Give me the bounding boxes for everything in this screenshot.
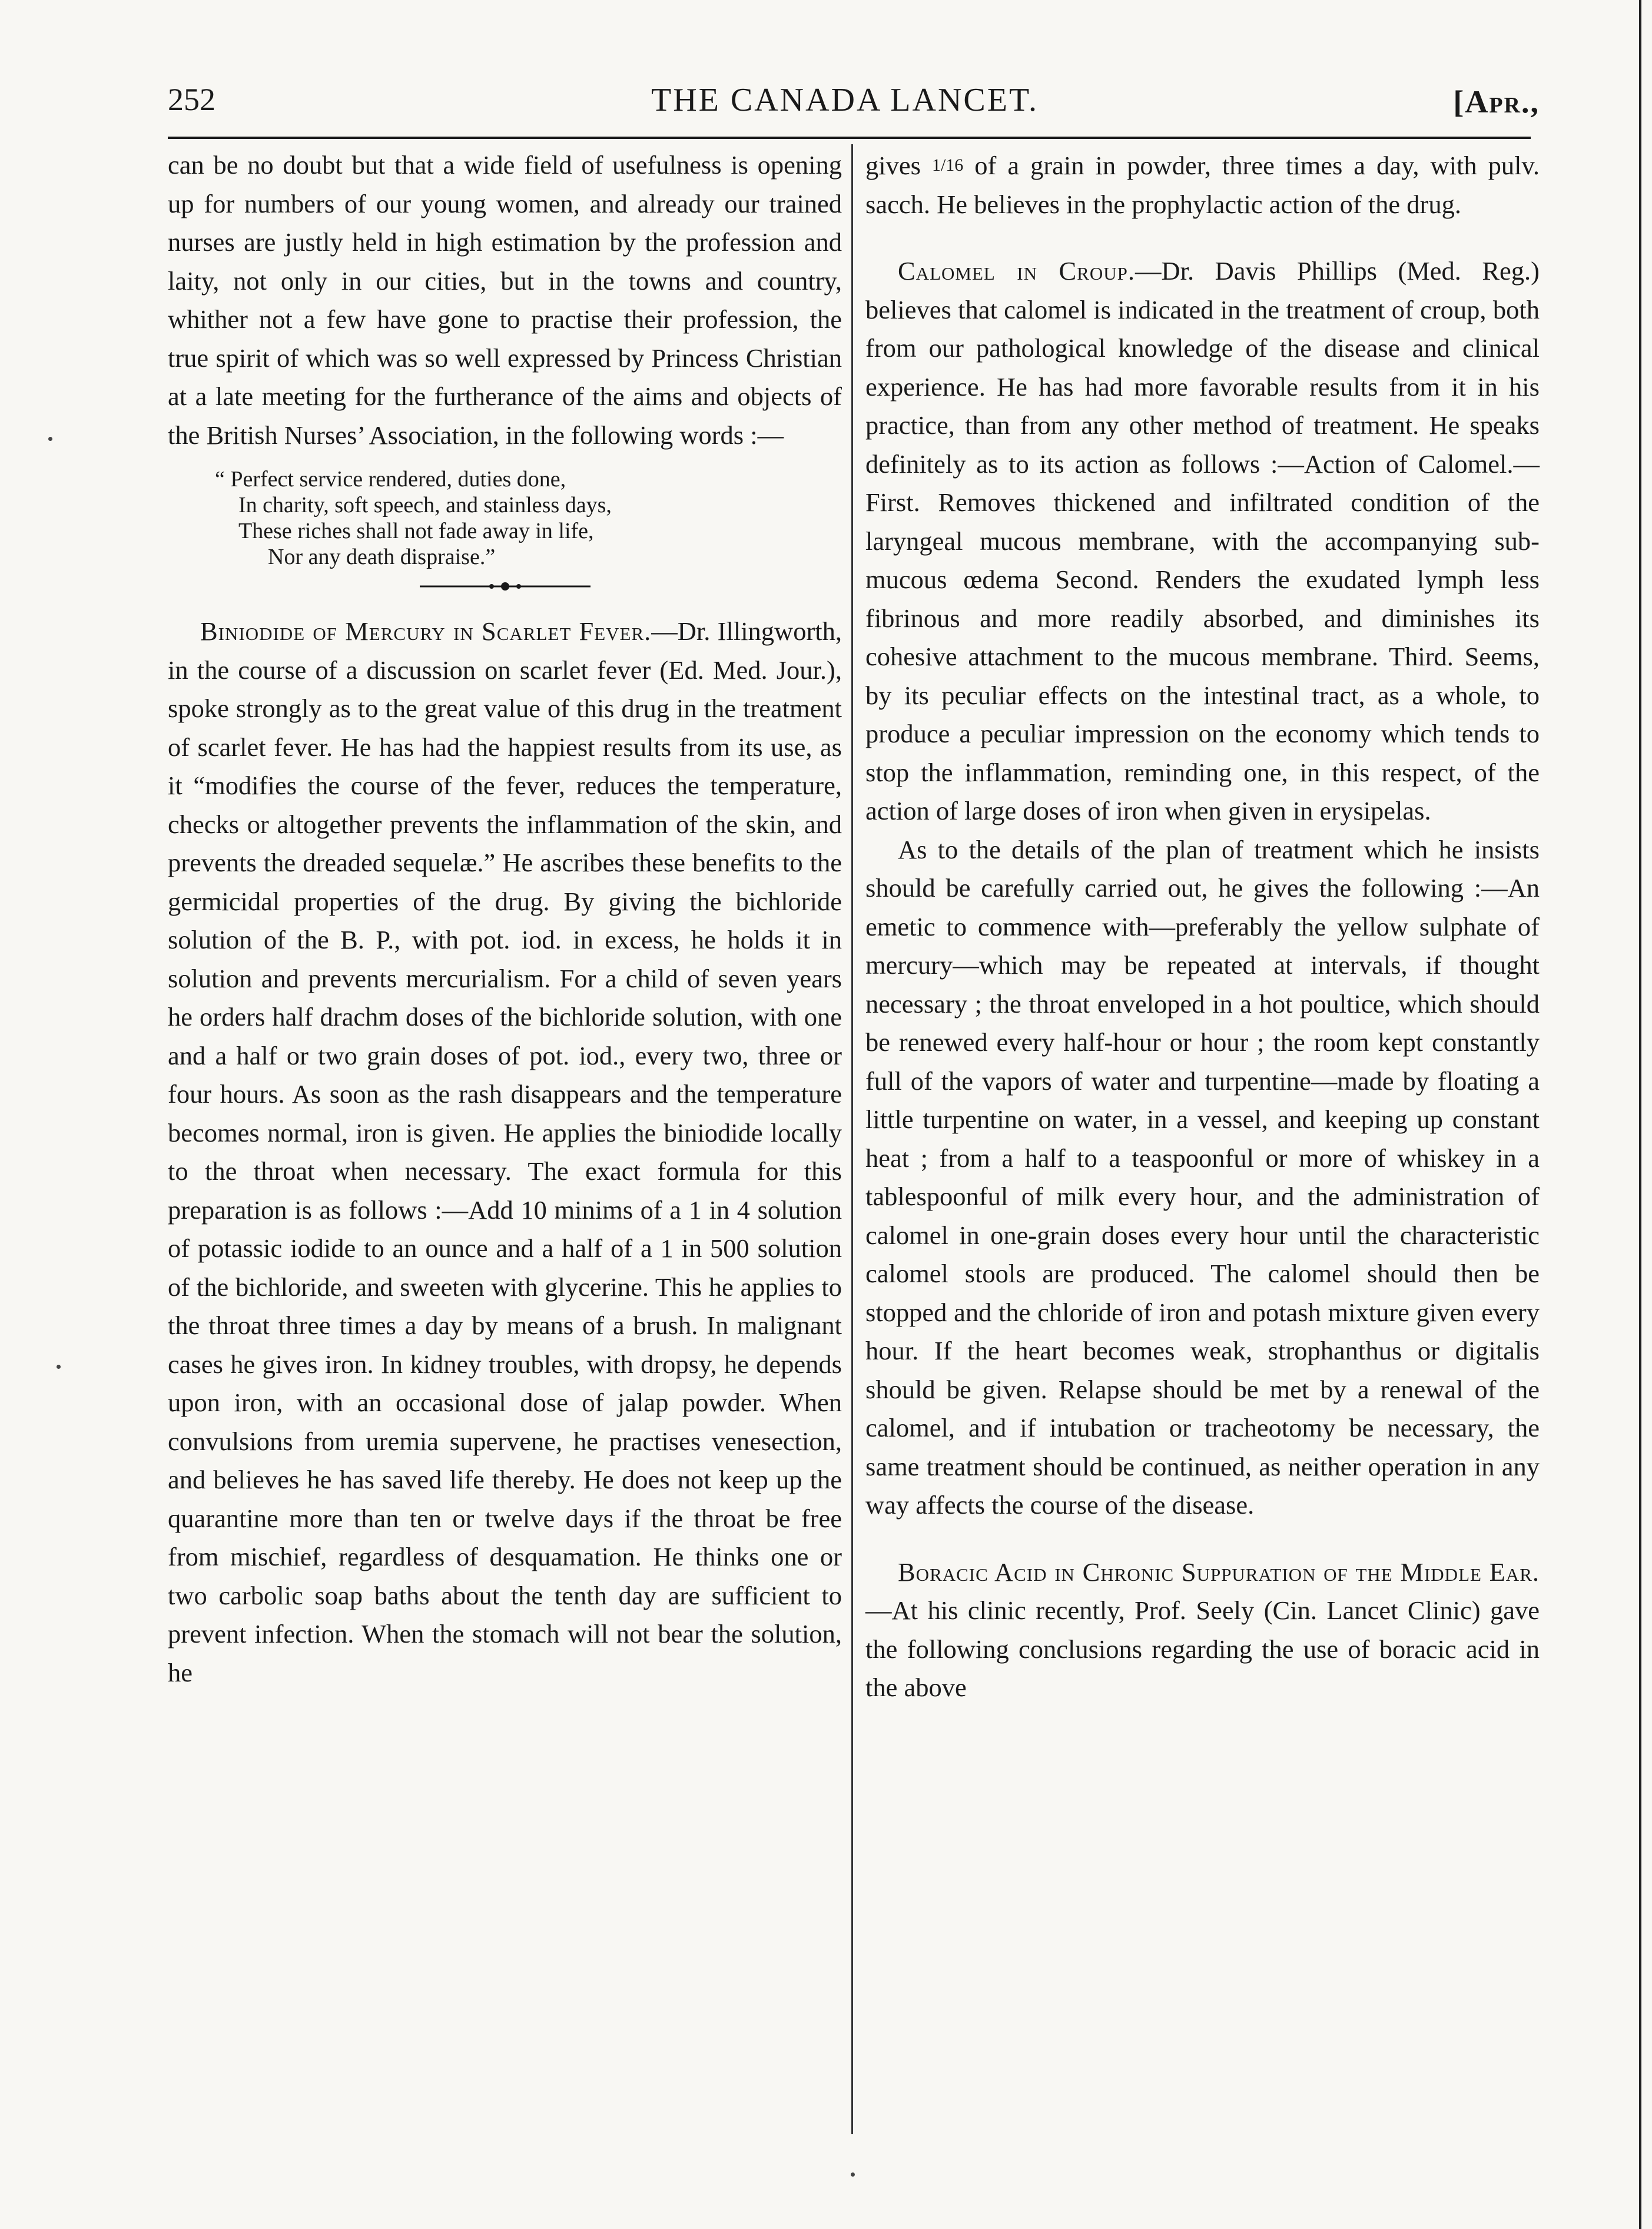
journal-title: THE CANADA LANCET. bbox=[651, 82, 1039, 118]
biniodide-paragraph bbox=[168, 612, 842, 1692]
calomel-heading: Calomel in Croup. bbox=[898, 256, 1135, 286]
scan-speck bbox=[851, 2172, 855, 2177]
biniodide-heading: Biniodide of Mercury in Scarlet Fever. bbox=[200, 616, 652, 646]
biniodide-text: —Dr. Illingworth, in the course of a discussion on scarlet fever (Ed. Med. Jour.), spoke strongly as to the great value of this drug in the treatment of scarlet fever. He has had the happiest results from its use, as it “modifies the course of the fever, reduces the temperature, checks or altogether prevents the inflammation of the skin, and prevents the dreaded sequelæ.” He ascribes these benefits to the germicidal properties of the drug. By giving the bichloride solution of the B. P., with pot. iod. in excess, he holds it in solution and prevents mercurialism. For a child of seven years he orders half drachm doses of the bichloride solution, with one and a half or two grain doses of pot. iod., every two, three or four hours. As soon as the rash disappears and the temperature becomes normal, iron is given. He applies the biniodide locally to the throat when necessary. The exact formula for this preparation is as follows :—Add 10 minims of a 1 in 4 solution of potassic iodide to an ounce and a half of a 1 in 500 solution of the bichloride, and sweeten with glycerine. This he applies to the throat three times a day by means of a brush. In malignant cases he gives iron. In kidney troubles, with dropsy, he depends upon iron, with an occasional dose of jalap powder. When convulsions from uremia supervene, he practises venesection, and believes he has saved life thereby. He does not keep up the quarantine more than ten or twelve days if the throat be free from mischief, regardless of desquamation. He thinks one or two carbolic soap baths about the tenth day are sufficient to prevent infection. When the stomach will not bear the solution, he bbox=[168, 616, 842, 1687]
right-column bbox=[865, 146, 1540, 1707]
text-fragment: of a grain in powder, three times a day, with pulv. sacch. He believes in the prophylactic action of the drug. bbox=[865, 151, 1540, 219]
issue-month: [Apr., bbox=[1453, 84, 1540, 120]
page-number: 252 bbox=[168, 82, 215, 117]
scan-speck bbox=[57, 1365, 61, 1369]
poem-line: “ Perfect service rendered, duties done, bbox=[215, 467, 566, 492]
details-paragraph: As to the details of the plan of treatment which he insists should be carefully carried out, he gives the following :—An emetic to commence with—preferably the yellow sulphate of mercury—which may be repeated at intervals, if thought necessary ; the throat enveloped in a hot poultice, which should be renewed every half-hour or hour ; the room kept constantly full of the vapors of water and turpentine—made by floating a little turpentine on water, in a vessel, and keeping up constant heat ; from a half to a teaspoonful or more of whiskey in a tablespoonful of milk every hour, and the administration of calomel in one-grain doses every hour until the characteristic calomel stools are produced. The calomel should then be stopped and the chloride of iron and potash mixture given every hour. If the heart becomes weak, strophanthus or digitalis should be given. Relapse should be met by a renewal of the calomel, and if intubation or tracheotomy be necessary, the same treatment should be continued, as neither operation in any way affects the course of the disease. bbox=[865, 834, 1540, 1520]
scan-speck bbox=[48, 437, 52, 441]
calomel-paragraph bbox=[865, 252, 1540, 831]
prophylactic-paragraph bbox=[865, 146, 1540, 224]
text-fragment: gives bbox=[865, 151, 921, 180]
header-rule bbox=[168, 137, 1531, 139]
poem-quote bbox=[215, 466, 842, 570]
boracic-text: —At his clinic recently, Prof. Seely (Cin. Lancet Clinic) gave the following conclusions regarding the use of boracic acid in the above bbox=[865, 1596, 1540, 1702]
poem-line: In charity, soft speech, and stainless days, bbox=[238, 493, 612, 518]
calomel-text: —Dr. Davis Phillips (Med. Reg.) believes that calomel is indicated in the treatment of croup, both from our pathological knowledge of the disease and clinical experience. He has had more favorable results from it in his practice, than from any other method of treatment. He speaks definitely as to its action as follows :—Action of Calomel.—First. Removes thickened and infiltrated condition of the laryngeal mucous membrane, with the accompanying sub-mucous œdema Second. Renders the exudated lymph less fibrinous and more readily absorbed, and diminishes its cohesive attachment to the mucous membrane. Third. Seems, by its peculiar effects on the intestinal tract, as a whole, to produce a peculiar impression on the economy which tends to stop the inflammation, reminding one, in this respect, of the action of large doses of iron when given in erysipelas. bbox=[865, 256, 1540, 825]
section-ornament bbox=[420, 581, 591, 592]
poem-line: Nor any death dispraise.” bbox=[268, 545, 496, 569]
boracic-heading: Boracic Acid in Chronic Suppuration of the Middle Ear. bbox=[898, 1557, 1540, 1587]
boracic-paragraph bbox=[865, 1553, 1540, 1707]
left-column bbox=[168, 146, 842, 1692]
nurses-paragraph: can be no doubt but that a wide field of usefulness is opening up for numbers of our young women, and already our trained nurses are justly held in high estimation by the profession and laity, not only in our cities, but in the towns and country, whither not a few have gone to practise their profession, the true spirit of which was so well expressed by Princess Christian at a late meeting for the furtherance of the aims and objects of the British Nurses’ Association, in the following words :— bbox=[168, 150, 842, 450]
poem-line: These riches shall not fade away in life, bbox=[238, 519, 594, 543]
column-divider bbox=[851, 144, 853, 2134]
fraction: 1/16 bbox=[931, 155, 964, 175]
running-header bbox=[150, 81, 1540, 140]
page-edge-shadow bbox=[1639, 0, 1641, 2229]
